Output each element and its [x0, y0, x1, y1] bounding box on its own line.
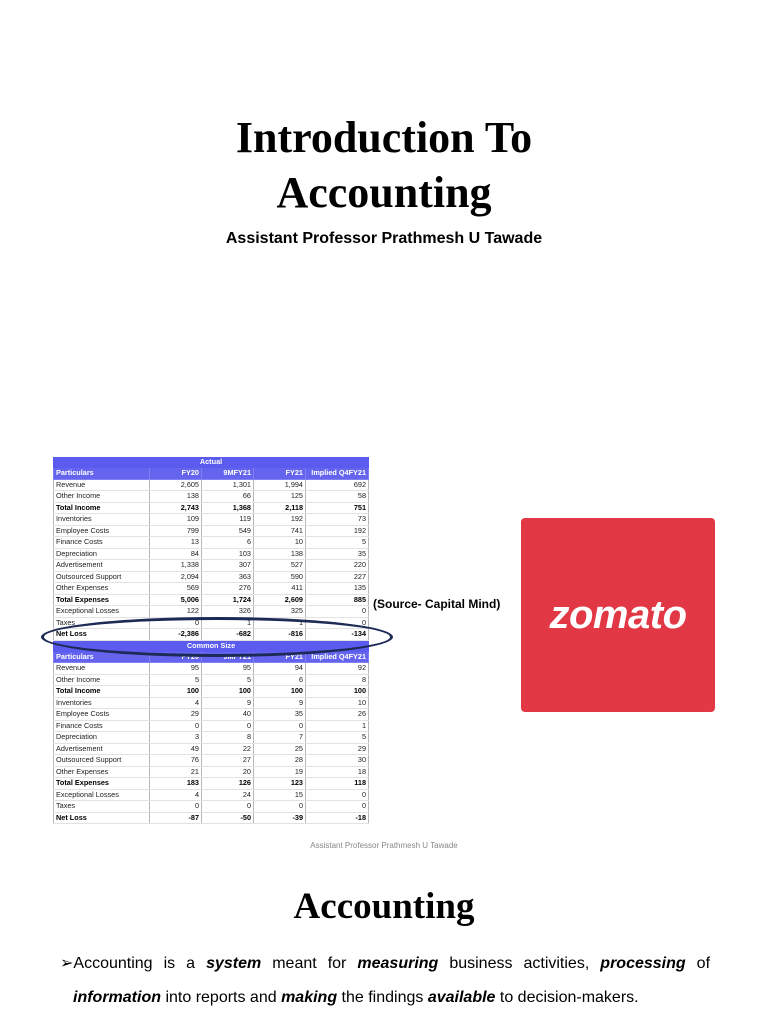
cell-value: 1,994 [254, 479, 306, 491]
zomato-logo [521, 518, 715, 712]
cell-value: 95 [150, 663, 202, 675]
table-row [54, 674, 369, 686]
band-label: Common Size [54, 640, 369, 651]
table-row [54, 583, 369, 595]
cell-value: 29 [306, 743, 369, 755]
cell-value: 2,743 [150, 502, 202, 514]
row-label: Inventories [54, 514, 150, 526]
cell-value: 549 [202, 525, 254, 537]
cell-value: 2,605 [150, 479, 202, 491]
table-row [54, 732, 369, 744]
cell-value: 40 [202, 709, 254, 721]
table-row [54, 491, 369, 503]
cell-value: 119 [202, 514, 254, 526]
cell-value: 1 [254, 617, 306, 629]
paragraph-text: to decision-makers. [495, 989, 639, 1006]
column-header: FY20 [150, 468, 202, 480]
row-label: Total Expenses [54, 594, 150, 606]
cell-value: 227 [306, 571, 369, 583]
row-label: Taxes [54, 617, 150, 629]
cell-value: 1,724 [202, 594, 254, 606]
paragraph-line-2 [60, 981, 710, 1015]
cell-value: 126 [202, 778, 254, 790]
cell-value: 122 [150, 606, 202, 618]
table-row [54, 514, 369, 526]
row-label: Taxes [54, 801, 150, 813]
table-row [54, 766, 369, 778]
row-label: Advertisement [54, 743, 150, 755]
cell-value: 0 [306, 617, 369, 629]
paragraph-line-1 [60, 947, 710, 981]
cell-value: 326 [202, 606, 254, 618]
cell-value: 276 [202, 583, 254, 595]
row-label: Net Loss [54, 812, 150, 824]
row-label: Employee Costs [54, 709, 150, 721]
row-label: Other Income [54, 491, 150, 503]
cell-value: 5 [306, 537, 369, 549]
cell-value: 7 [254, 732, 306, 744]
cell-value: 751 [306, 502, 369, 514]
paragraph-text: meant for [261, 955, 358, 972]
row-label: Employee Costs [54, 525, 150, 537]
cell-value: 0 [306, 789, 369, 801]
row-label: Depreciation [54, 548, 150, 560]
cell-value: 363 [202, 571, 254, 583]
table-header-row [54, 468, 369, 480]
author-subtitle: Assistant Professor Prathmesh U Tawade [225, 230, 543, 247]
cell-value: 741 [254, 525, 306, 537]
cell-value: 100 [150, 686, 202, 698]
cell-value: 5 [150, 674, 202, 686]
cell-value: 0 [150, 801, 202, 813]
cell-value: 92 [306, 663, 369, 675]
cell-value: 35 [306, 548, 369, 560]
cell-value: 13 [150, 537, 202, 549]
row-label: Outsourced Support [54, 755, 150, 767]
column-header: Particulars [54, 651, 150, 663]
cell-value: 66 [202, 491, 254, 503]
cell-value: 25 [254, 743, 306, 755]
table-row [54, 801, 369, 813]
cell-value: 95 [202, 663, 254, 675]
cell-value: 220 [306, 560, 369, 572]
column-header: Implied Q4FY21 [306, 651, 369, 663]
column-header: FY21 [254, 468, 306, 480]
cell-value: 109 [150, 514, 202, 526]
cell-value: 0 [306, 606, 369, 618]
logo-text: zomato [549, 592, 687, 637]
section-heading: Accounting [293, 886, 475, 927]
table-row [54, 697, 369, 709]
cell-value: 527 [254, 560, 306, 572]
row-label: Exceptional Losses [54, 606, 150, 618]
cell-value: 3 [150, 732, 202, 744]
cell-value: 9 [254, 697, 306, 709]
row-label: Finance Costs [54, 537, 150, 549]
cell-value: 4 [150, 697, 202, 709]
table-row [54, 743, 369, 755]
cell-value: 18 [306, 766, 369, 778]
table-row [54, 606, 369, 618]
emphasis-text: processing [600, 955, 686, 972]
table-row [54, 663, 369, 675]
cell-value: 325 [254, 606, 306, 618]
cell-value: 15 [254, 789, 306, 801]
cell-value: 22 [202, 743, 254, 755]
cell-value: -134 [306, 629, 369, 641]
cell-value: 84 [150, 548, 202, 560]
cell-value: 1 [202, 617, 254, 629]
paragraph-text: into reports and [161, 989, 282, 1006]
row-label: Other Expenses [54, 766, 150, 778]
cell-value: 125 [254, 491, 306, 503]
cell-value: 2,118 [254, 502, 306, 514]
cell-value: -87 [150, 812, 202, 824]
paragraph-text: the findings [337, 989, 428, 1006]
cell-value: 0 [306, 801, 369, 813]
cell-value: 5 [202, 674, 254, 686]
row-label: Revenue [54, 479, 150, 491]
table-row [54, 537, 369, 549]
table-row [54, 686, 369, 698]
column-header: 9MFY21 [202, 468, 254, 480]
cell-value: 192 [254, 514, 306, 526]
column-header: Implied Q4FY21 [306, 468, 369, 480]
row-label: Total Expenses [54, 778, 150, 790]
cell-value: 2,609 [254, 594, 306, 606]
cell-value: -682 [202, 629, 254, 641]
cell-value: 49 [150, 743, 202, 755]
column-header: 9MFY21 [202, 651, 254, 663]
bullet-arrow-icon: ➢ [60, 955, 74, 972]
column-header: FY21 [254, 651, 306, 663]
table-band-row [54, 457, 369, 468]
title-line-1: Introduction To [235, 113, 533, 162]
table-row [54, 548, 369, 560]
table-row [54, 560, 369, 572]
table-row [54, 479, 369, 491]
table-row [54, 571, 369, 583]
cell-value: 692 [306, 479, 369, 491]
cell-value: 138 [150, 491, 202, 503]
definition-paragraph [60, 947, 710, 1015]
cell-value: 24 [202, 789, 254, 801]
cell-value: 0 [254, 720, 306, 732]
row-label: Exceptional Losses [54, 789, 150, 801]
cell-value: 5 [306, 732, 369, 744]
row-label: Outsourced Support [54, 571, 150, 583]
cell-value: 8 [202, 732, 254, 744]
cell-value: 4 [150, 789, 202, 801]
cell-value: 590 [254, 571, 306, 583]
column-header: FY20 [150, 651, 202, 663]
document-title [0, 110, 768, 220]
emphasis-text: available [427, 989, 496, 1006]
cell-value: 0 [150, 617, 202, 629]
cell-value: 569 [150, 583, 202, 595]
cell-value: 94 [254, 663, 306, 675]
source-note: (Source- Capital Mind) [373, 597, 501, 611]
cell-value: 1 [306, 720, 369, 732]
cell-value: 20 [202, 766, 254, 778]
cell-value: -18 [306, 812, 369, 824]
row-label: Other Expenses [54, 583, 150, 595]
cell-value: 28 [254, 755, 306, 767]
table-row [54, 502, 369, 514]
cell-value: -816 [254, 629, 306, 641]
emphasis-text: measuring [357, 955, 439, 972]
cell-value: 183 [150, 778, 202, 790]
table-row [54, 778, 369, 790]
emphasis-text: information [73, 989, 161, 1006]
cell-value: 123 [254, 778, 306, 790]
row-label: Revenue [54, 663, 150, 675]
cell-value: 135 [306, 583, 369, 595]
cell-value: 0 [202, 720, 254, 732]
cell-value: 799 [150, 525, 202, 537]
table-row [54, 720, 369, 732]
paragraph-text: Accounting is a [73, 955, 207, 972]
table-row [54, 594, 369, 606]
cell-value: 30 [306, 755, 369, 767]
table-row [54, 525, 369, 537]
cell-value: 29 [150, 709, 202, 721]
table-row [54, 755, 369, 767]
cell-value: -50 [202, 812, 254, 824]
cell-value: 0 [202, 801, 254, 813]
cell-value: 19 [254, 766, 306, 778]
row-label: Other Income [54, 674, 150, 686]
cell-value: 35 [254, 709, 306, 721]
cell-value: 100 [306, 686, 369, 698]
row-label: Inventories [54, 697, 150, 709]
emphasis-text: system [206, 955, 262, 972]
cell-value: 76 [150, 755, 202, 767]
table-row [54, 709, 369, 721]
cell-value: 192 [306, 525, 369, 537]
paragraph-text: of [685, 955, 711, 972]
table-row [54, 812, 369, 824]
cell-value: 1,301 [202, 479, 254, 491]
row-label: Finance Costs [54, 720, 150, 732]
cell-value: 9 [202, 697, 254, 709]
band-label: Actual [54, 457, 369, 468]
cell-value: 1,338 [150, 560, 202, 572]
cell-value: 2,094 [150, 571, 202, 583]
row-label: Total Income [54, 502, 150, 514]
net-loss-highlight-ellipse [41, 617, 393, 657]
cell-value: 26 [306, 709, 369, 721]
cell-value: 411 [254, 583, 306, 595]
paragraph-text: business activities, [438, 955, 601, 972]
row-label: Total Income [54, 686, 150, 698]
row-label: Net Loss [54, 629, 150, 641]
cell-value: 100 [202, 686, 254, 698]
cell-value: 5,006 [150, 594, 202, 606]
slide-footer: Assistant Professor Prathmesh U Tawade [310, 841, 458, 850]
cell-value: -39 [254, 812, 306, 824]
cell-value: 100 [254, 686, 306, 698]
cell-value: 0 [150, 720, 202, 732]
title-line-2: Accounting [276, 168, 492, 217]
cell-value: 10 [306, 697, 369, 709]
cell-value: 138 [254, 548, 306, 560]
cell-value: 118 [306, 778, 369, 790]
cell-value: 8 [306, 674, 369, 686]
cell-value: 73 [306, 514, 369, 526]
cell-value: 6 [254, 674, 306, 686]
cell-value: 103 [202, 548, 254, 560]
cell-value: 58 [306, 491, 369, 503]
cell-value: -2,386 [150, 629, 202, 641]
cell-value: 885 [306, 594, 369, 606]
row-label: Depreciation [54, 732, 150, 744]
emphasis-text: making [281, 989, 338, 1006]
table-row [54, 789, 369, 801]
cell-value: 10 [254, 537, 306, 549]
row-label: Advertisement [54, 560, 150, 572]
cell-value: 21 [150, 766, 202, 778]
cell-value: 1,368 [202, 502, 254, 514]
cell-value: 0 [254, 801, 306, 813]
cell-value: 307 [202, 560, 254, 572]
cell-value: 27 [202, 755, 254, 767]
cell-value: 6 [202, 537, 254, 549]
column-header: Particulars [54, 468, 150, 480]
